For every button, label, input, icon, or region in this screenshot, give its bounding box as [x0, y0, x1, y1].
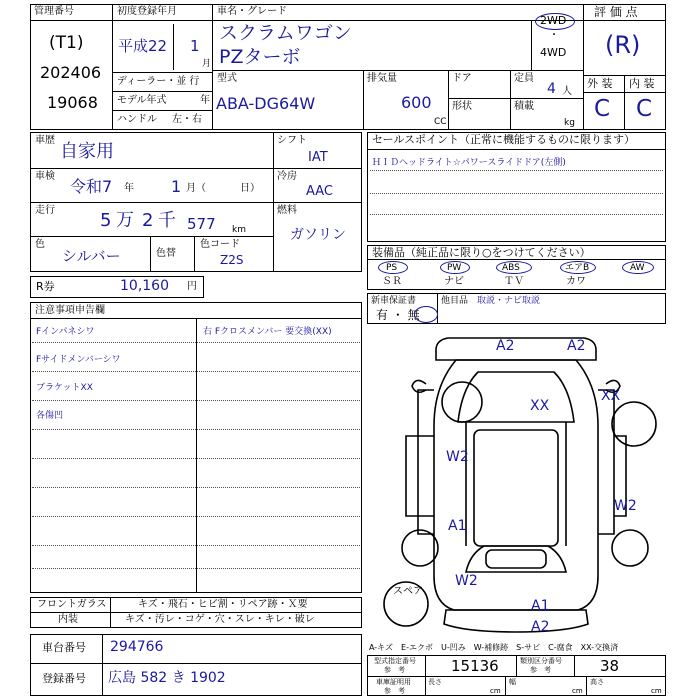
note-line-1: Fインパネシワ	[36, 327, 95, 337]
score-value: (R)	[605, 31, 641, 59]
ac-value: AAC	[306, 184, 333, 199]
width-label: 幅	[509, 678, 516, 686]
note-line-2: Fサイドメンバーシワ	[36, 355, 121, 365]
load-unit: kg	[564, 118, 575, 128]
capacity-label: 定員	[514, 73, 534, 84]
first-reg-era: 平成22	[118, 37, 168, 55]
shift-label: シフト	[277, 135, 307, 146]
displacement-unit: CC	[434, 117, 447, 127]
equip-sr: ＳＲ	[382, 276, 402, 287]
width-unit: cm	[572, 687, 583, 695]
mark-xx-right: XX	[601, 388, 621, 404]
drive-dot: ・	[549, 30, 559, 41]
legend: A-キズ E-エクボ U-凹み W-補修跡 S-サビ C-腐食 XX-交換済	[369, 643, 619, 652]
dealer-label: ディーラー・並 行	[117, 76, 200, 87]
sales-title: セールスポイント（正常に機能するものに限ります）	[372, 133, 636, 146]
exterior-label: 外 装	[587, 77, 613, 90]
mileage-rest: 577	[187, 215, 216, 233]
misc-label: 他目品	[441, 296, 469, 306]
model-year-unit: 年	[200, 95, 210, 106]
mgmt-tag: (T1)	[49, 33, 84, 53]
cert-label: 車庫証明用	[376, 678, 411, 686]
front-glass-value: キズ・飛石・ヒビ割・リペア跡・Ｘ要	[138, 599, 308, 610]
capacity-unit: 人	[562, 86, 572, 97]
class-value: 38	[600, 657, 620, 675]
mileage-unit: km	[232, 225, 246, 235]
reg-value: 広島 582 き 1902	[108, 670, 226, 686]
class-label: 類別区分番号	[520, 657, 562, 665]
color-code-label: 色コード	[200, 239, 240, 250]
mileage-sen: 2	[142, 210, 154, 231]
equip-abs: ABS	[502, 263, 520, 273]
fuel-value: ガソリン	[290, 227, 346, 243]
warranty-value: 有 ・ 無	[376, 308, 420, 322]
handle-options: 左・右	[172, 114, 202, 125]
drive-2wd: 2WD	[540, 14, 567, 27]
load-label: 積載	[514, 101, 534, 112]
equip-navi: ナビ	[444, 276, 464, 287]
type-no-value: 15136	[451, 657, 499, 675]
equipment-title: 装備品（純正品に限り○をつけてください）	[372, 246, 591, 259]
color-code-value: Z2S	[220, 253, 244, 267]
mark-a2-top-right: A2	[567, 338, 586, 354]
length-label: 長さ	[428, 678, 442, 686]
mgmt-no2: 19068	[47, 93, 98, 112]
equip-tv: ＴＶ	[504, 276, 524, 287]
mark-w2-right: W2	[614, 498, 637, 514]
history-label: 車歴	[35, 135, 55, 146]
mgmt-label: 管理番号	[34, 6, 74, 17]
type-value: ABA-DG64W	[216, 94, 316, 113]
type-no-label: 型式指定番号	[374, 657, 416, 665]
mileage-sen-unit: 千	[158, 210, 176, 231]
inspection-month-unit: 月（	[186, 183, 206, 194]
r-value: 10,160	[120, 278, 169, 294]
interior-value: C	[636, 96, 653, 122]
equip-leather: カワ	[566, 276, 586, 287]
fuel-label: 燃料	[277, 205, 297, 216]
chassis-value: 294766	[110, 639, 164, 655]
inspection-day-unit: 日）	[240, 183, 260, 194]
door-label: ドア	[452, 73, 472, 84]
length-unit: cm	[490, 687, 501, 695]
capacity-value: 4	[547, 81, 556, 97]
sales-line1: ＨＩＤヘッドライト☆パワースライドドア(左側)	[372, 158, 566, 168]
note-line-4: 各傷凹	[36, 411, 64, 421]
type-label: 型式	[217, 73, 237, 84]
warranty-label: 新車保証書	[371, 296, 417, 306]
shape-label: 形状	[452, 101, 472, 112]
mark-a1-rear: A1	[531, 598, 550, 614]
handle-label: ハンドル	[117, 114, 157, 125]
car-name: スクラムワゴン	[219, 22, 352, 44]
model-year-label: モデル年式	[117, 95, 167, 106]
interior-cond-value: キズ・汚レ・コゲ・穴・スレ・キレ・破レ	[125, 614, 315, 625]
color-value: シルバー	[62, 247, 121, 265]
reg-label: 登録番号	[42, 672, 86, 685]
note-line-3: ブラケットXX	[36, 383, 93, 393]
mileage-man-unit: 万	[116, 210, 134, 231]
chassis-label: 車台番号	[42, 641, 86, 654]
mark-a2-rear: A2	[531, 619, 550, 635]
mileage-label: 走行	[35, 205, 55, 216]
exterior-value: C	[594, 96, 611, 122]
r-label: R券	[36, 280, 55, 293]
cert-ref: 参 考	[384, 687, 405, 695]
interior-cond-label: 内装	[58, 614, 78, 625]
r-unit: 円	[187, 281, 197, 292]
inspection-era: 令和7	[70, 177, 113, 196]
equip-ps: PS	[386, 263, 398, 273]
misc-value: 取説・ナビ取説	[477, 296, 541, 306]
color-label: 色	[35, 239, 45, 250]
repaint-label: 色替	[156, 248, 176, 259]
ac-label: 冷房	[277, 171, 297, 182]
note-right-line: 右 Fクロスメンバー 要交換(XX)	[203, 327, 332, 337]
mark-a1-left: A1	[448, 518, 467, 534]
spare-label: スペア	[393, 586, 423, 597]
type-no-ref: 参 考	[384, 666, 405, 674]
mark-a2-top-left: A2	[496, 338, 515, 354]
front-glass-label: フロントガラス	[37, 599, 107, 610]
interior-label: 内 装	[629, 77, 655, 90]
inspection-label: 車検	[35, 171, 55, 182]
shift-value: IAT	[308, 150, 328, 165]
mark-w2-left-front: W2	[446, 449, 469, 465]
history-value: 自家用	[60, 141, 114, 162]
equip-aw: AW	[630, 263, 645, 273]
equip-airbag: エアB	[565, 263, 590, 273]
inspection-year-unit: 年	[124, 183, 134, 194]
notes-title: 注意事項申告欄	[35, 305, 105, 316]
class-ref: 参 考	[530, 666, 551, 674]
displacement-value: 600	[401, 93, 432, 112]
equip-pw: PW	[447, 263, 462, 273]
name-label: 車名・グレード	[217, 6, 287, 17]
mark-xx-hood: XX	[530, 398, 550, 414]
r-ticket	[30, 276, 204, 298]
mgmt-no1: 202406	[40, 63, 102, 82]
mileage-man: 5	[100, 210, 112, 231]
height-unit: cm	[651, 687, 662, 695]
drive-4wd: 4WD	[540, 46, 567, 59]
first-reg-label: 初度登録年月	[117, 6, 177, 17]
first-reg-month-unit: 月	[202, 59, 212, 69]
inspection-month: 1	[171, 177, 182, 196]
score-label: 評 価 点	[594, 5, 638, 19]
displacement-label: 排気量	[367, 73, 397, 84]
grade: PZターボ	[219, 46, 301, 68]
first-reg-month: 1	[190, 37, 200, 55]
height-label: 高さ	[590, 678, 604, 686]
mark-w2-left-rear: W2	[455, 573, 478, 589]
